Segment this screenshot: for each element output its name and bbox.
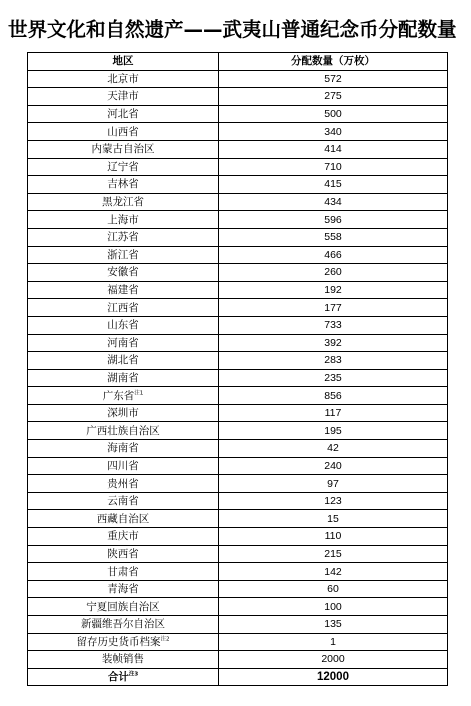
region-name: 江西省 bbox=[107, 301, 139, 314]
quantity-cell: 42 bbox=[219, 440, 448, 458]
region-cell bbox=[28, 105, 219, 123]
region-name: 辽宁省 bbox=[107, 160, 139, 173]
region-name: 湖南省 bbox=[107, 371, 139, 384]
table-row bbox=[28, 176, 448, 194]
table-row bbox=[28, 299, 448, 317]
region-cell bbox=[28, 475, 219, 493]
quantity-cell: 117 bbox=[219, 404, 448, 422]
table-body bbox=[28, 70, 448, 686]
quantity-cell: 100 bbox=[219, 598, 448, 616]
quantity-cell: 240 bbox=[219, 457, 448, 475]
region-cell bbox=[28, 492, 219, 510]
region-cell bbox=[28, 211, 219, 229]
region-cell bbox=[28, 563, 219, 581]
region-cell bbox=[28, 88, 219, 106]
table-row bbox=[28, 123, 448, 141]
quantity-cell: 392 bbox=[219, 334, 448, 352]
region-cell bbox=[28, 651, 219, 669]
region-cell bbox=[28, 598, 219, 616]
table-row bbox=[28, 545, 448, 563]
region-name: 黑龙江省 bbox=[102, 196, 144, 209]
table-row bbox=[28, 70, 448, 88]
quantity-cell: 856 bbox=[219, 387, 448, 405]
region-name: 内蒙古自治区 bbox=[91, 143, 155, 156]
region-cell bbox=[28, 281, 219, 299]
region-cell bbox=[28, 457, 219, 475]
region-name: 重庆市 bbox=[107, 530, 139, 543]
region-name: 甘肃省 bbox=[107, 565, 139, 578]
table-row bbox=[28, 316, 448, 334]
quantity-column-header: 分配数量（万枚） bbox=[219, 53, 448, 71]
table-row bbox=[28, 369, 448, 387]
table-row bbox=[28, 352, 448, 370]
quantity-cell: 414 bbox=[219, 140, 448, 158]
region-name: 河南省 bbox=[107, 336, 139, 349]
region-cell bbox=[28, 123, 219, 141]
region-cell bbox=[28, 440, 219, 458]
quantity-cell: 415 bbox=[219, 176, 448, 194]
quantity-cell: 60 bbox=[219, 580, 448, 598]
page-title: 世界文化和自然遗产——武夷山普通纪念币分配数量 bbox=[8, 18, 457, 41]
table-row bbox=[28, 246, 448, 264]
region-cell bbox=[28, 545, 219, 563]
table-row bbox=[28, 457, 448, 475]
region-name: 新疆维吾尔自治区 bbox=[81, 618, 165, 631]
table-row bbox=[28, 387, 448, 405]
region-name: 海南省 bbox=[107, 442, 139, 455]
region-name: 安徽省 bbox=[107, 266, 139, 279]
table-row bbox=[28, 211, 448, 229]
table-row bbox=[28, 140, 448, 158]
quantity-cell: 466 bbox=[219, 246, 448, 264]
table-row bbox=[28, 580, 448, 598]
table-row bbox=[28, 492, 448, 510]
region-cell bbox=[28, 176, 219, 194]
quantity-cell: 283 bbox=[219, 352, 448, 370]
quantity-cell: 135 bbox=[219, 616, 448, 634]
region-cell bbox=[28, 580, 219, 598]
region-cell bbox=[28, 228, 219, 246]
region-name: 广东省 bbox=[102, 389, 135, 402]
quantity-cell: 434 bbox=[219, 193, 448, 211]
region-name: 福建省 bbox=[107, 284, 139, 297]
footnote-mark: 注1 bbox=[134, 390, 144, 397]
region-cell bbox=[28, 510, 219, 528]
quantity-cell: 275 bbox=[219, 88, 448, 106]
total-row bbox=[28, 668, 448, 686]
footnote-mark: 注3 bbox=[128, 671, 139, 678]
total-value: 12000 bbox=[219, 668, 448, 686]
region-cell bbox=[28, 616, 219, 634]
region-name: 山西省 bbox=[107, 125, 139, 138]
quantity-cell: 235 bbox=[219, 369, 448, 387]
distribution-table bbox=[27, 52, 448, 686]
region-cell bbox=[28, 404, 219, 422]
quantity-cell: 123 bbox=[219, 492, 448, 510]
region-cell bbox=[28, 316, 219, 334]
table-row bbox=[28, 651, 448, 669]
region-cell bbox=[28, 369, 219, 387]
region-cell bbox=[28, 334, 219, 352]
region-name: 山东省 bbox=[107, 319, 139, 332]
region-name: 江苏省 bbox=[107, 231, 139, 244]
region-name: 陕西省 bbox=[107, 547, 139, 560]
quantity-cell: 340 bbox=[219, 123, 448, 141]
region-name: 浙江省 bbox=[107, 248, 139, 261]
table-row bbox=[28, 193, 448, 211]
quantity-cell: 192 bbox=[219, 281, 448, 299]
table-row bbox=[28, 88, 448, 106]
region-cell bbox=[28, 70, 219, 88]
region-name: 云南省 bbox=[107, 495, 139, 508]
quantity-cell: 110 bbox=[219, 528, 448, 546]
region-name: 天津市 bbox=[107, 90, 139, 103]
quantity-cell: 142 bbox=[219, 563, 448, 581]
region-name: 河北省 bbox=[107, 108, 139, 121]
table-row bbox=[28, 528, 448, 546]
table-row bbox=[28, 228, 448, 246]
region-name: 贵州省 bbox=[107, 477, 139, 490]
quantity-cell: 1 bbox=[219, 633, 448, 651]
table-row bbox=[28, 475, 448, 493]
quantity-cell: 2000 bbox=[219, 651, 448, 669]
quantity-cell: 260 bbox=[219, 264, 448, 282]
quantity-cell: 215 bbox=[219, 545, 448, 563]
footnote-mark: 注2 bbox=[160, 636, 170, 643]
quantity-cell: 558 bbox=[219, 228, 448, 246]
region-cell bbox=[28, 193, 219, 211]
region-name: 西藏自治区 bbox=[96, 512, 150, 525]
quantity-cell: 177 bbox=[219, 299, 448, 317]
table-row bbox=[28, 633, 448, 651]
table-row bbox=[28, 105, 448, 123]
region-column-header: 地区 bbox=[28, 53, 219, 71]
region-name: 深圳市 bbox=[107, 407, 139, 420]
region-name: 装帧销售 bbox=[102, 653, 144, 666]
quantity-cell: 710 bbox=[219, 158, 448, 176]
table-row bbox=[28, 158, 448, 176]
region-name: 上海市 bbox=[107, 213, 139, 226]
region-cell bbox=[28, 158, 219, 176]
quantity-cell: 500 bbox=[219, 105, 448, 123]
table-row bbox=[28, 616, 448, 634]
total-label: 合计 bbox=[107, 671, 129, 684]
region-cell bbox=[28, 528, 219, 546]
region-cell bbox=[28, 633, 219, 651]
table-row bbox=[28, 598, 448, 616]
quantity-cell: 733 bbox=[219, 316, 448, 334]
region-name: 广西壮族自治区 bbox=[86, 424, 160, 437]
table-row bbox=[28, 563, 448, 581]
region-cell bbox=[28, 352, 219, 370]
quantity-cell: 15 bbox=[219, 510, 448, 528]
table-row bbox=[28, 440, 448, 458]
region-name: 北京市 bbox=[107, 72, 139, 85]
region-cell bbox=[28, 140, 219, 158]
region-cell bbox=[28, 422, 219, 440]
region-cell bbox=[28, 264, 219, 282]
table-row bbox=[28, 334, 448, 352]
table-row bbox=[28, 404, 448, 422]
region-cell bbox=[28, 299, 219, 317]
quantity-cell: 97 bbox=[219, 475, 448, 493]
table-row bbox=[28, 264, 448, 282]
region-name: 宁夏回族自治区 bbox=[86, 600, 160, 613]
total-label-cell bbox=[28, 668, 219, 686]
region-name: 湖北省 bbox=[107, 354, 139, 367]
table-row bbox=[28, 422, 448, 440]
region-name: 青海省 bbox=[107, 583, 139, 596]
region-name: 吉林省 bbox=[107, 178, 139, 191]
region-cell bbox=[28, 246, 219, 264]
region-name: 四川省 bbox=[107, 459, 139, 472]
table-row bbox=[28, 281, 448, 299]
quantity-cell: 195 bbox=[219, 422, 448, 440]
region-name: 留存历史货币档案 bbox=[76, 635, 161, 648]
quantity-cell: 572 bbox=[219, 70, 448, 88]
quantity-cell: 596 bbox=[219, 211, 448, 229]
table-row bbox=[28, 510, 448, 528]
table-header-row bbox=[28, 53, 448, 71]
region-cell bbox=[28, 387, 219, 405]
